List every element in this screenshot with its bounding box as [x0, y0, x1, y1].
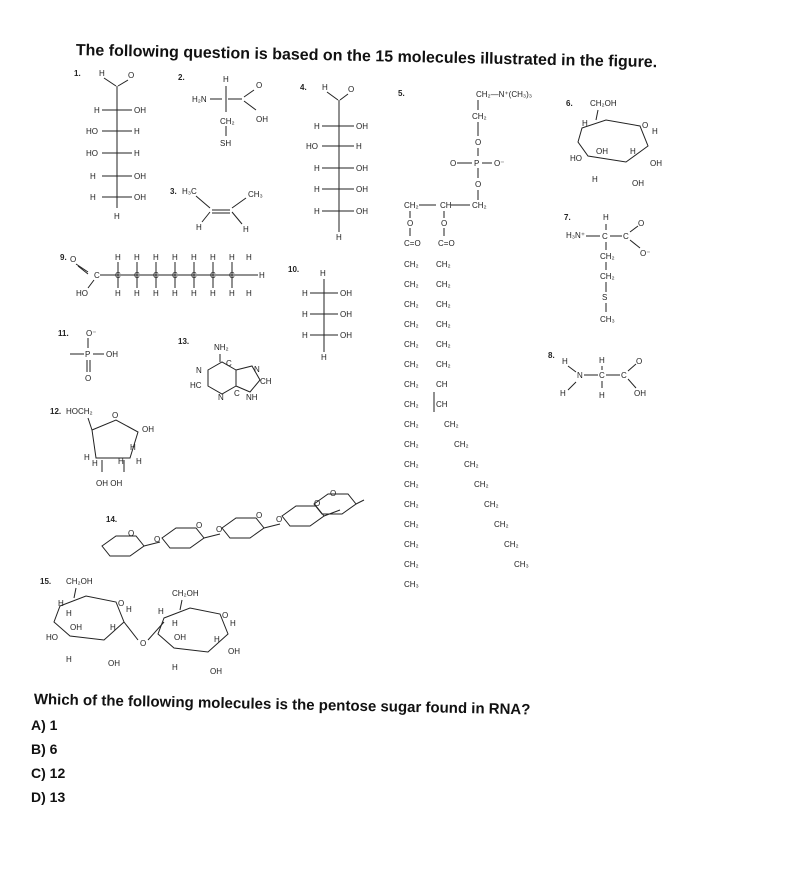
svg-text:H: H	[210, 253, 216, 262]
svg-text:10.: 10.	[288, 265, 300, 274]
svg-text:OH: OH	[634, 389, 646, 398]
svg-text:H: H	[562, 357, 568, 366]
svg-text:OH: OH	[108, 659, 120, 668]
svg-text:O: O	[407, 219, 414, 228]
molecule-9	[60, 253, 265, 298]
svg-text:H: H	[153, 289, 159, 298]
svg-text:NH: NH	[246, 393, 258, 402]
svg-text:S: S	[602, 293, 608, 302]
svg-text:OH: OH	[356, 185, 368, 194]
svg-text:O: O	[441, 219, 448, 228]
svg-text:CH₂: CH₂	[404, 380, 419, 389]
svg-text:CH₂: CH₂	[474, 480, 489, 489]
svg-text:H: H	[230, 619, 236, 628]
svg-text:HO: HO	[306, 142, 318, 151]
svg-text:15.: 15.	[40, 577, 52, 586]
svg-text:H: H	[229, 253, 235, 262]
svg-text:CH₂: CH₂	[404, 520, 419, 529]
svg-text:C=O: C=O	[438, 239, 455, 248]
answer-options	[31, 713, 65, 809]
svg-text:CH₂: CH₂	[404, 440, 419, 449]
svg-text:C: C	[172, 271, 178, 280]
svg-text:H: H	[214, 635, 220, 644]
svg-text:H: H	[314, 185, 320, 194]
svg-text:CH₂: CH₂	[436, 280, 451, 289]
svg-text:H: H	[115, 289, 121, 298]
svg-text:N: N	[196, 366, 202, 375]
svg-text:13.: 13.	[178, 337, 190, 346]
svg-text:H: H	[90, 193, 96, 202]
option-b[interactable]: B) 6	[31, 741, 58, 757]
svg-text:H: H	[243, 225, 249, 234]
svg-text:H: H	[302, 289, 308, 298]
svg-text:H: H	[314, 207, 320, 216]
molecule-2	[178, 73, 268, 148]
svg-text:12.: 12.	[50, 407, 62, 416]
svg-text:OH: OH	[70, 623, 82, 632]
svg-text:CH₂: CH₂	[600, 252, 615, 261]
svg-text:H: H	[302, 310, 308, 319]
svg-text:O: O	[85, 374, 92, 383]
svg-text:H: H	[134, 289, 140, 298]
svg-text:O⁻: O⁻	[86, 329, 97, 338]
svg-text:8.: 8.	[548, 351, 555, 360]
svg-text:H: H	[66, 609, 72, 618]
svg-text:OH: OH	[134, 193, 146, 202]
svg-text:O: O	[128, 71, 135, 80]
svg-text:CH₂: CH₂	[220, 117, 235, 126]
svg-text:CH₃: CH₃	[600, 315, 615, 324]
svg-text:H: H	[94, 106, 100, 115]
svg-text:HC: HC	[190, 381, 202, 390]
svg-text:O: O	[450, 159, 457, 168]
svg-text:1.: 1.	[74, 69, 81, 78]
svg-text:H: H	[191, 289, 197, 298]
molecule-6	[566, 99, 662, 188]
svg-text:OH: OH	[134, 106, 146, 115]
molecule-7	[564, 213, 650, 324]
svg-text:N: N	[254, 365, 260, 374]
svg-text:C: C	[602, 232, 608, 241]
svg-text:H: H	[630, 147, 636, 156]
fatty-acid-chain-saturated	[404, 260, 419, 589]
svg-text:C: C	[226, 359, 232, 368]
svg-text:11.: 11.	[58, 329, 69, 338]
svg-text:CH₂: CH₂	[494, 520, 509, 529]
svg-text:C: C	[191, 271, 197, 280]
svg-text:H: H	[158, 607, 164, 616]
svg-text:HOCH₂: HOCH₂	[66, 407, 93, 416]
svg-text:O: O	[314, 499, 321, 508]
svg-text:OH: OH	[340, 289, 352, 298]
svg-text:H: H	[259, 271, 265, 280]
svg-text:CH₂: CH₂	[404, 201, 419, 210]
svg-text:H: H	[130, 443, 136, 452]
svg-text:OH: OH	[134, 172, 146, 181]
molecule-15	[40, 577, 240, 676]
svg-text:5.: 5.	[398, 89, 405, 98]
svg-text:OH: OH	[340, 310, 352, 319]
svg-text:CH₂: CH₂	[404, 280, 419, 289]
svg-text:OH: OH	[650, 159, 662, 168]
svg-text:CH₂: CH₂	[404, 540, 419, 549]
svg-text:P: P	[474, 159, 480, 168]
molecule-figure	[30, 66, 770, 676]
svg-text:H: H	[599, 356, 605, 365]
svg-text:CH₂: CH₂	[472, 201, 487, 210]
svg-text:3.: 3.	[170, 187, 177, 196]
svg-text:H₂N: H₂N	[192, 95, 207, 104]
svg-text:O: O	[196, 521, 203, 530]
svg-text:N: N	[577, 371, 583, 380]
svg-text:O: O	[216, 525, 223, 534]
svg-text:7.: 7.	[564, 213, 571, 222]
svg-text:C: C	[229, 271, 235, 280]
svg-text:N: N	[218, 393, 224, 402]
svg-text:H: H	[153, 253, 159, 262]
molecule-8	[548, 351, 646, 400]
svg-text:P: P	[85, 350, 91, 359]
svg-text:O: O	[222, 611, 229, 620]
molecule-11	[58, 329, 118, 383]
question-heading: The following question is based on the 15 molecules illustrated in the figure.	[75, 42, 658, 72]
svg-text:H₃N⁺: H₃N⁺	[566, 231, 586, 240]
svg-text:H: H	[652, 127, 658, 136]
svg-text:CH₂: CH₂	[464, 460, 479, 469]
svg-text:H: H	[582, 119, 588, 128]
svg-text:H: H	[320, 269, 326, 278]
svg-text:H: H	[196, 223, 202, 232]
svg-text:H: H	[134, 127, 140, 136]
svg-text:CH₂: CH₂	[404, 300, 419, 309]
svg-text:C: C	[210, 271, 216, 280]
svg-text:CH₂OH: CH₂OH	[172, 589, 199, 598]
svg-text:O: O	[348, 85, 355, 94]
svg-text:H: H	[321, 353, 327, 362]
svg-text:H: H	[599, 391, 605, 400]
fatty-acid-chain-unsaturated	[434, 260, 529, 569]
option-d[interactable]: D) 13	[31, 789, 66, 805]
svg-text:C: C	[621, 371, 627, 380]
svg-text:OH: OH	[596, 147, 608, 156]
svg-text:14.: 14.	[106, 515, 118, 524]
svg-text:O: O	[638, 219, 645, 228]
svg-text:2.: 2.	[178, 73, 185, 82]
svg-text:CH: CH	[436, 400, 448, 409]
svg-text:H: H	[126, 605, 132, 614]
svg-text:CH₂: CH₂	[454, 440, 469, 449]
svg-text:NH₂: NH₂	[214, 343, 229, 352]
svg-text:CH₂OH: CH₂OH	[590, 99, 617, 108]
svg-text:H: H	[191, 253, 197, 262]
svg-text:H: H	[118, 457, 124, 466]
svg-text:CH₃: CH₃	[248, 190, 263, 199]
svg-text:OH: OH	[340, 331, 352, 340]
svg-text:H: H	[110, 623, 116, 632]
svg-text:CH: CH	[260, 377, 272, 386]
svg-text:H: H	[172, 619, 178, 628]
svg-text:HO: HO	[570, 154, 582, 163]
svg-text:OH: OH	[228, 647, 240, 656]
svg-text:H: H	[314, 164, 320, 173]
svg-text:9.: 9.	[60, 253, 67, 262]
svg-text:H: H	[172, 289, 178, 298]
svg-text:H: H	[84, 453, 90, 462]
svg-text:H: H	[172, 663, 178, 672]
molecule-14	[102, 489, 364, 556]
svg-text:H: H	[210, 289, 216, 298]
molecule-5	[398, 89, 532, 589]
svg-text:CH₂: CH₂	[404, 360, 419, 369]
svg-text:HO: HO	[86, 127, 98, 136]
svg-text:H: H	[302, 331, 308, 340]
svg-text:O⁻: O⁻	[494, 159, 505, 168]
svg-text:CH₂: CH₂	[404, 320, 419, 329]
svg-text:OH: OH	[356, 207, 368, 216]
svg-text:SH: SH	[220, 139, 232, 148]
svg-text:H: H	[115, 253, 121, 262]
svg-text:O: O	[330, 489, 337, 498]
svg-text:O⁻: O⁻	[640, 249, 651, 258]
svg-text:CH₂: CH₂	[404, 500, 419, 509]
svg-text:O: O	[642, 121, 649, 130]
svg-text:C: C	[94, 271, 100, 280]
svg-text:O: O	[128, 529, 135, 538]
svg-text:O: O	[475, 180, 482, 189]
svg-text:OH: OH	[174, 633, 186, 642]
svg-text:H: H	[322, 83, 328, 92]
svg-text:CH₂: CH₂	[484, 500, 499, 509]
svg-text:H₃C: H₃C	[182, 187, 197, 196]
svg-text:OH OH: OH OH	[96, 479, 123, 488]
svg-text:C: C	[599, 371, 605, 380]
svg-text:CH₂: CH₂	[436, 300, 451, 309]
svg-text:OH: OH	[210, 667, 222, 676]
svg-text:CH₃: CH₃	[404, 580, 419, 589]
svg-text:H: H	[134, 149, 140, 158]
svg-text:CH₂: CH₂	[404, 420, 419, 429]
svg-text:H: H	[560, 389, 566, 398]
svg-text:CH₂: CH₂	[600, 272, 615, 281]
svg-text:H: H	[229, 289, 235, 298]
svg-text:CH₂OH: CH₂OH	[66, 577, 93, 586]
svg-text:H: H	[114, 212, 120, 221]
svg-text:H: H	[246, 289, 252, 298]
svg-text:O: O	[118, 599, 125, 608]
svg-text:OH: OH	[142, 425, 154, 434]
svg-text:CH₂: CH₂	[444, 420, 459, 429]
molecule-12	[50, 407, 154, 488]
svg-text:H: H	[134, 253, 140, 262]
svg-text:CH₂: CH₂	[436, 320, 451, 329]
svg-text:HO: HO	[76, 289, 88, 298]
svg-text:CH: CH	[440, 201, 452, 210]
svg-text:O: O	[154, 535, 161, 544]
svg-text:O: O	[636, 357, 643, 366]
svg-text:H: H	[58, 599, 64, 608]
svg-text:H: H	[66, 655, 72, 664]
svg-text:4.: 4.	[300, 83, 307, 92]
svg-text:CH₂: CH₂	[436, 360, 451, 369]
svg-text:H: H	[172, 253, 178, 262]
molecule-13	[178, 337, 272, 402]
svg-text:CH₂: CH₂	[404, 340, 419, 349]
svg-text:O: O	[112, 411, 119, 420]
question-text: Which of the following molecules is the pentose sugar found in RNA?	[33, 691, 531, 719]
svg-text:CH₂: CH₂	[472, 112, 487, 121]
molecule-1	[74, 69, 146, 221]
svg-text:C: C	[115, 271, 121, 280]
svg-text:CH₂: CH₂	[504, 540, 519, 549]
molecule-10	[288, 265, 352, 362]
svg-text:CH₃: CH₃	[514, 560, 529, 569]
svg-text:H: H	[336, 233, 342, 242]
svg-text:CH₂: CH₂	[436, 340, 451, 349]
svg-text:OH: OH	[256, 115, 268, 124]
svg-text:CH₂: CH₂	[404, 480, 419, 489]
option-a[interactable]: A) 1	[31, 717, 58, 733]
svg-text:CH₂—N⁺(CH₃)₃: CH₂—N⁺(CH₃)₃	[476, 90, 533, 99]
svg-text:C: C	[623, 232, 629, 241]
svg-text:HO: HO	[86, 149, 98, 158]
option-c[interactable]: C) 12	[31, 765, 66, 781]
svg-text:OH: OH	[632, 179, 644, 188]
svg-text:O: O	[140, 639, 147, 648]
svg-text:O: O	[256, 81, 263, 90]
svg-text:C: C	[153, 271, 159, 280]
molecule-4	[300, 83, 368, 242]
svg-text:CH₂: CH₂	[404, 560, 419, 569]
molecule-3	[170, 187, 263, 234]
svg-text:H: H	[136, 457, 142, 466]
svg-text:CH₂: CH₂	[404, 460, 419, 469]
svg-text:H: H	[90, 172, 96, 181]
svg-text:CH: CH	[436, 380, 448, 389]
svg-text:H: H	[246, 253, 252, 262]
svg-text:H: H	[99, 69, 105, 78]
svg-text:H: H	[603, 213, 609, 222]
svg-text:C: C	[234, 389, 240, 398]
svg-text:H: H	[356, 142, 362, 151]
svg-text:CH₂: CH₂	[436, 260, 451, 269]
svg-text:OH: OH	[356, 164, 368, 173]
svg-text:H: H	[592, 175, 598, 184]
svg-text:OH: OH	[356, 122, 368, 131]
svg-text:O: O	[70, 255, 77, 264]
svg-text:6.: 6.	[566, 99, 573, 108]
svg-text:HO: HO	[46, 633, 58, 642]
svg-text:H: H	[92, 459, 98, 468]
svg-text:C: C	[134, 271, 140, 280]
svg-text:CH₂: CH₂	[404, 400, 419, 409]
svg-text:CH₂: CH₂	[404, 260, 419, 269]
svg-text:O: O	[256, 511, 263, 520]
svg-text:OH: OH	[106, 350, 118, 359]
svg-text:H: H	[223, 75, 229, 84]
svg-text:O: O	[475, 138, 482, 147]
svg-text:H: H	[314, 122, 320, 131]
svg-text:C=O: C=O	[404, 239, 421, 248]
svg-text:O: O	[276, 515, 283, 524]
